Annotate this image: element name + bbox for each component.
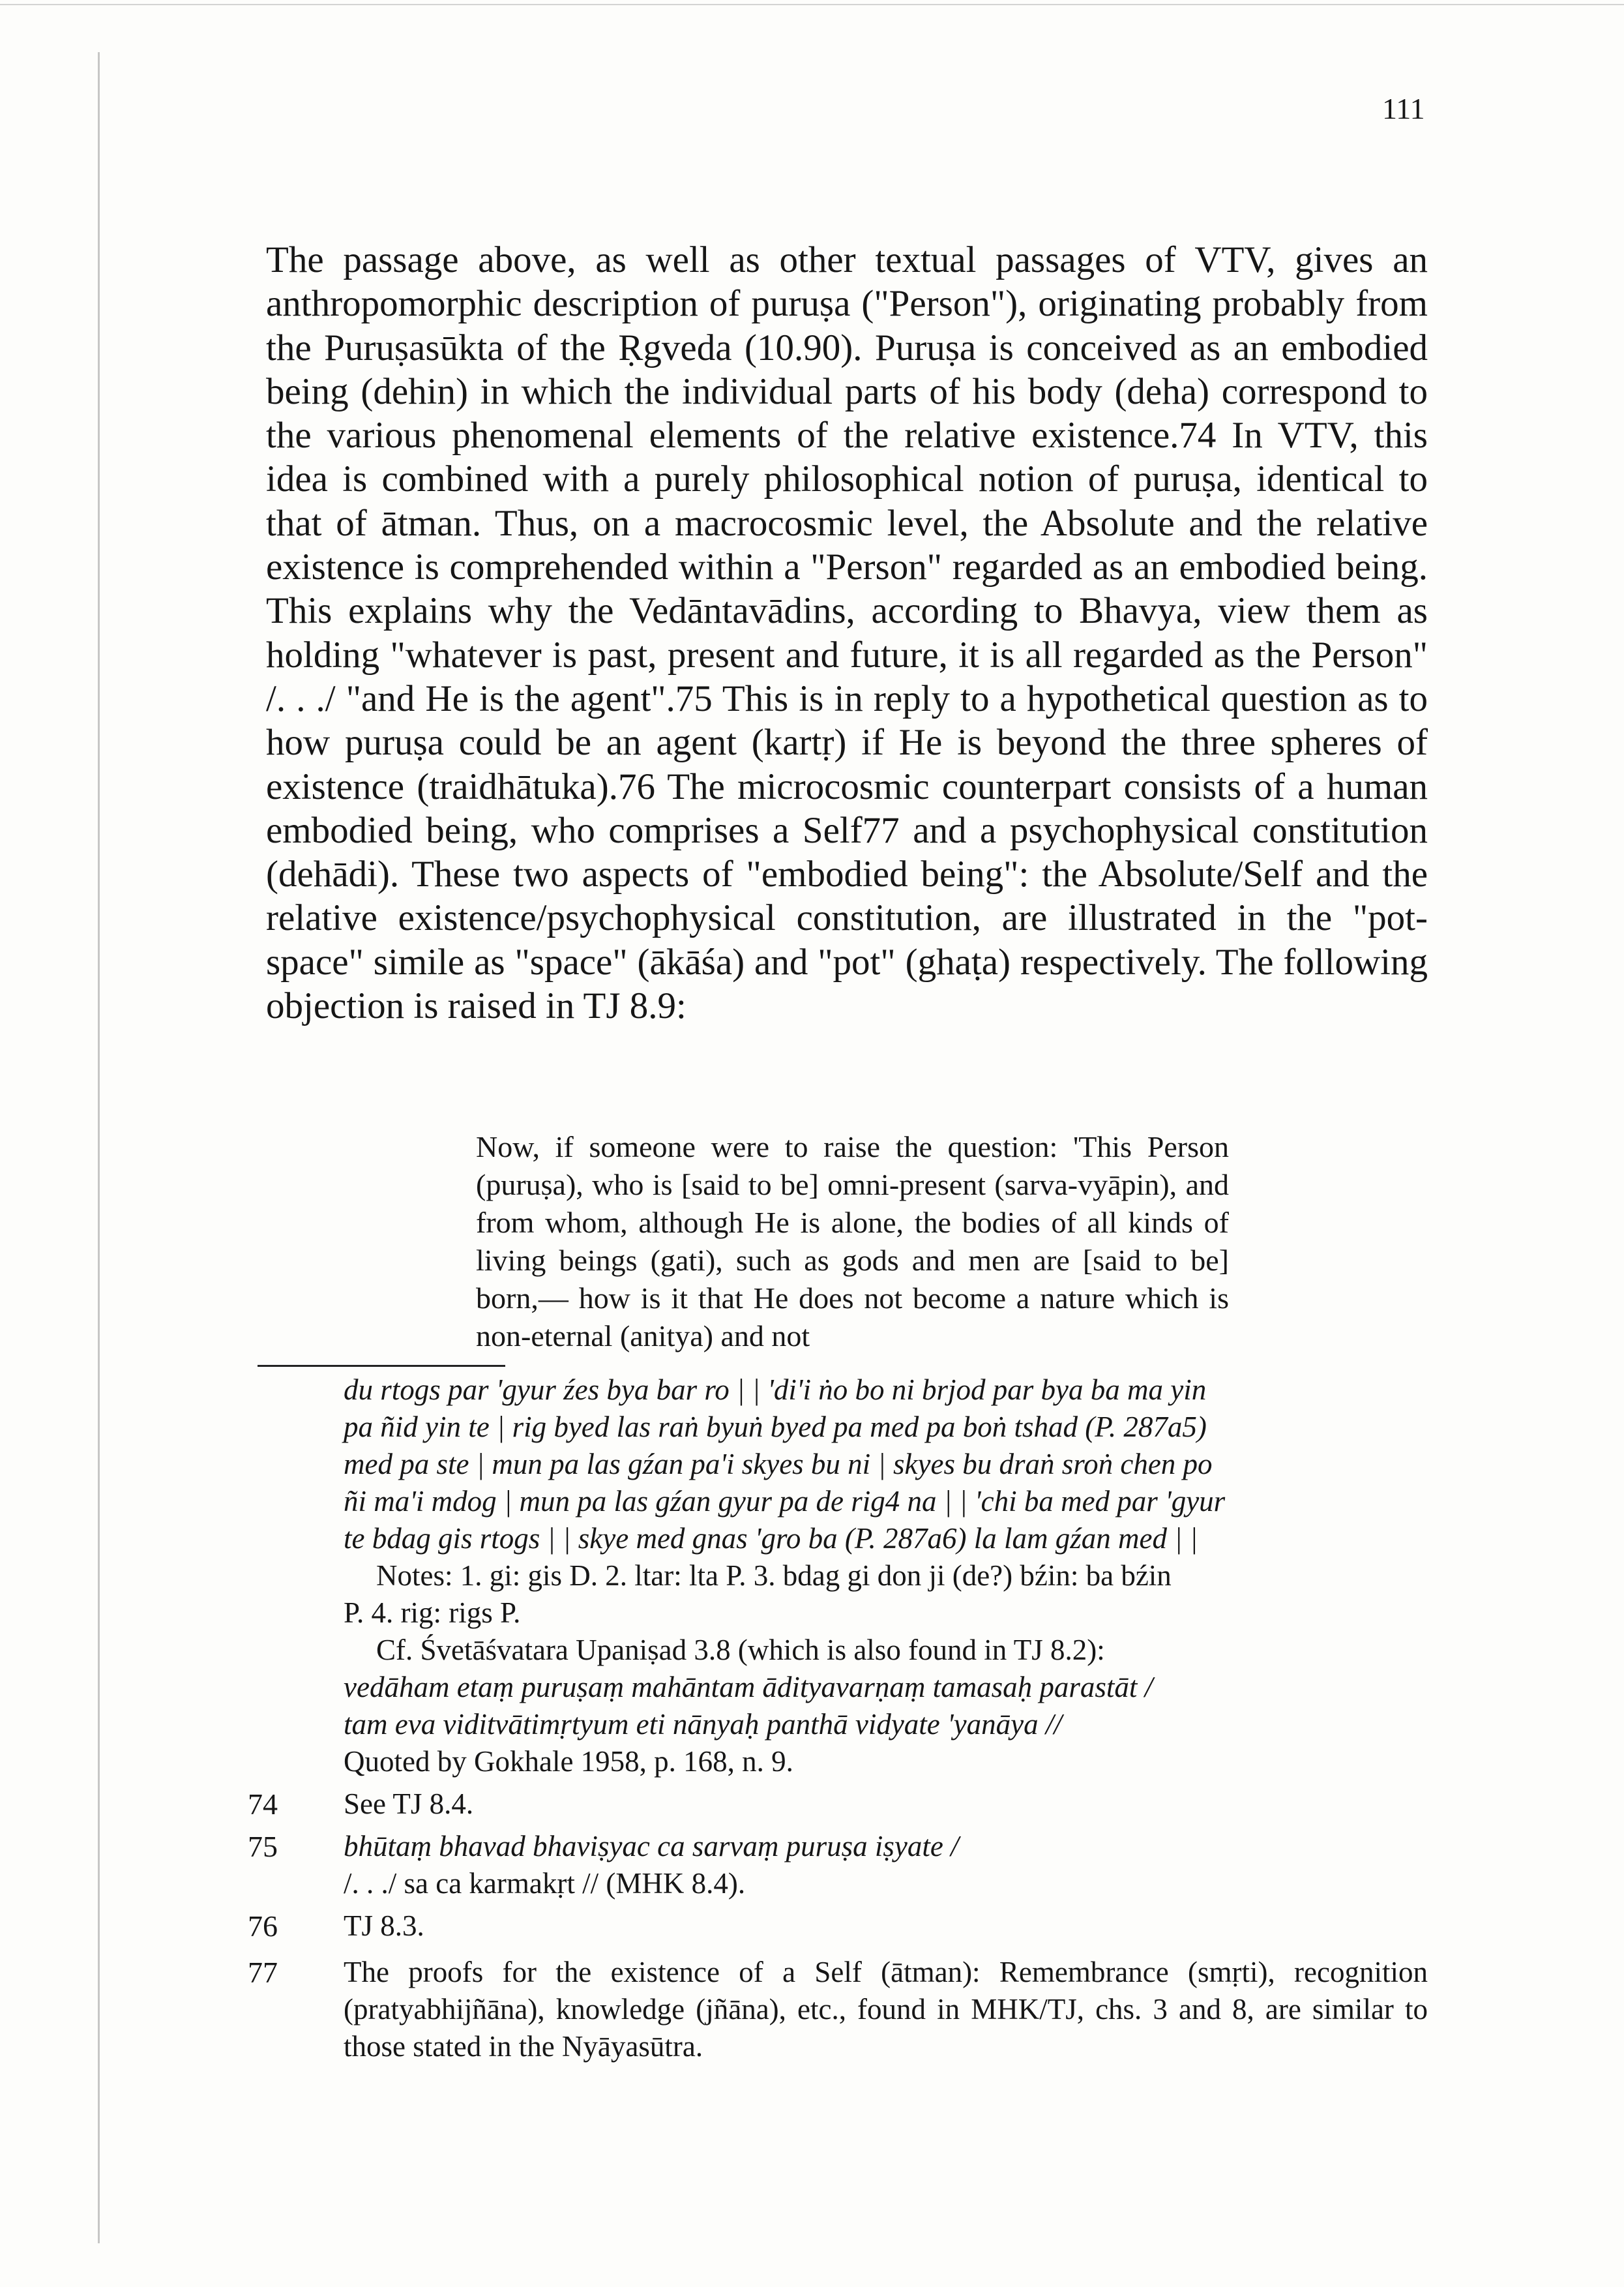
footnote-76 <box>248 1907 1428 1945</box>
sanskrit-verse-line: tam eva viditvātimṛtyum eti nānyaḥ panthā vidyate 'yanāya // <box>344 1708 1062 1741</box>
footnote-number: 76 <box>248 1909 278 1943</box>
notes-line: Notes: 1. gi: gis D. 2. ltar: lta P. 3. bdag gi don ji (de?) bźin: ba bźin <box>376 1559 1172 1592</box>
continued-footnote <box>248 1371 1428 1780</box>
sanskrit-verse-line: vedāham etaṃ puruṣaṃ mahāntam ādityavarṇaṃ tamasaḥ parastāt / <box>344 1671 1153 1703</box>
cf-line: Cf. Śvetāśvatara Upaniṣad 3.8 (which is also found in TJ 8.2): <box>376 1634 1105 1666</box>
footnote-75 <box>248 1828 1428 1902</box>
page-number: 111 <box>1382 92 1425 125</box>
footnote-text: bhūtaṃ bhavad bhaviṣyac ca sarvaṃ puruṣa iṣyate / <box>344 1830 959 1862</box>
tibetan-line: ñi ma'i mdog | mun pa las gźan gyur pa de rig4 na | | 'chi ba med par 'gyur <box>344 1485 1226 1517</box>
main-paragraph: The passage above, as well as other textual passages of VTV, gives an anthropomorphic description of puruṣa ("Person"), originating probably from the Puruṣasūkta of the Ṛgveda (10.90). Puruṣa is conceived as an embodied being (dehin) in which the individual parts of his body (deha) correspond to the various phenomenal elements of the relative existence.74 In VTV, this idea is combined with a purely philosophical notion of puruṣa, identical to that of ātman. Thus, on a macrocosmic level, the Absolute and the relative existence is comprehended within a "Person" regarded as an embodied being. This explains why the Vedāntavādins, according to Bhavya, view them as holding "whatever is past, present and future, it is all regarded as the Person" /. . ./ "and He is the agent".75 This is in reply to a hypothetical question as to how puruṣa could be an agent (kartṛ) if He is beyond the three spheres of existence (traidhātuka).76 The microcosmic counterpart consists of a human embodied being, who comprises a Self77 and a psychophysical constitution (dehādi). These two aspects of "embodied being": the Absolute/Self and the relative existence/psychophysical constitution, are illustrated in the "pot-space" simile as "space" (ākāśa) and "pot" (ghaṭa) respectively. The following objection is raised in TJ 8.9: <box>266 239 1428 1027</box>
footnote-text: TJ 8.3. <box>344 1909 424 1942</box>
tibetan-line: te bdag gis rtogs | | skye med gnas 'gro ba (P. 287a6) la lam gźan med | | <box>344 1522 1198 1555</box>
block-quote: Now, if someone were to raise the question: 'This Person (puruṣa), who is [said to be] omni-present (sarva-vyāpin), and from whom, although He is alone, the bodies of all kinds of living beings (gati), such as gods and men are [said to be] born,— how is it that He does not become a nature which is non-eternal (anitya) and not <box>476 1130 1229 1353</box>
footnote-number: 74 <box>248 1787 278 1821</box>
footnote-74 <box>248 1786 1428 1823</box>
tibetan-line: pa ñid yin te | rig byed las raṅ byuṅ byed pa med pa boṅ tshad (P. 287a5) <box>344 1411 1207 1443</box>
footnote-77 <box>248 1954 1428 2065</box>
tibetan-line: du rtogs par 'gyur źes bya bar ro | | 'di'i ṅo bo ni brjod par bya ba ma yin <box>344 1373 1207 1406</box>
footnotes <box>248 1371 1428 2065</box>
footnote-number: 75 <box>248 1830 278 1863</box>
scan-edge-top <box>0 4 1624 5</box>
footnote-number: 77 <box>248 1956 278 1989</box>
tibetan-line: med pa ste | mun pa las gźan pa'i skyes bu ni | skyes bu draṅ sroṅ chen po <box>344 1448 1213 1480</box>
footnote-text: /. . ./ sa ca karmakṛt // (MHK 8.4). <box>344 1867 746 1900</box>
footnote-text: The proofs for the existence of a Self (ātman): Remembrance (smṛti), recognition (pratyabhijñāna), knowledge (jñāna), etc., found in MHK/TJ, chs. 3 and 8, are similar to those stated in the Nyāyasūtra. <box>344 1956 1428 2063</box>
footnote-number-blank <box>248 1371 344 1780</box>
citation-line: Quoted by Gokhale 1958, p. 168, n. 9. <box>344 1745 793 1778</box>
footnote-text: See TJ 8.4. <box>344 1787 474 1820</box>
footnote-rule <box>258 1365 505 1367</box>
scan-edge-left <box>98 52 100 2243</box>
notes-line: P. 4. rig: rigs P. <box>344 1596 521 1629</box>
